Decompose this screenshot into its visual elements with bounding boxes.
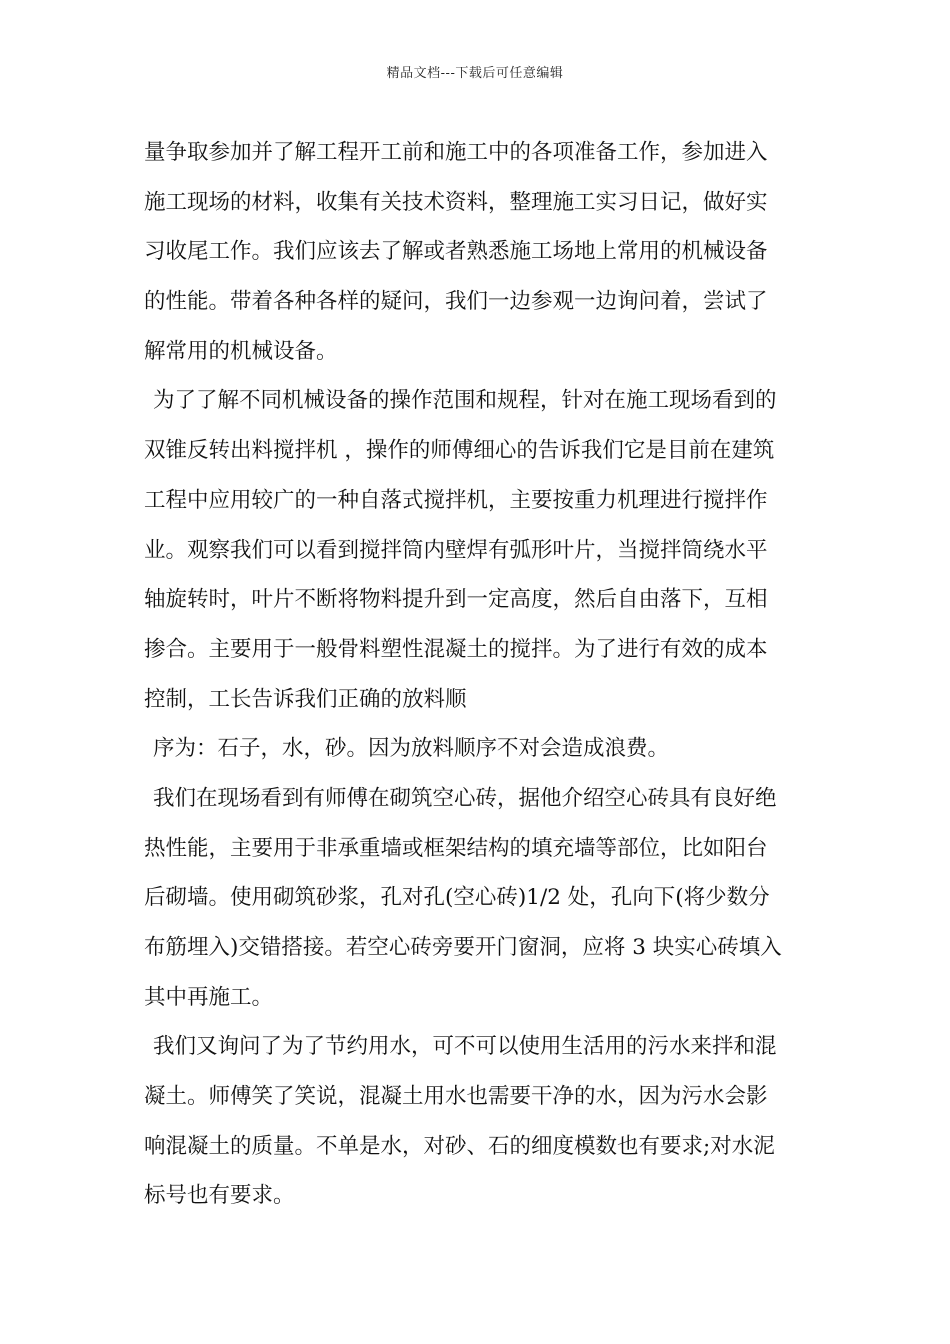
text-line: 我们在现场看到有师傅在砌筑空心砖，据他介绍空心砖具有良好绝 <box>153 785 777 811</box>
text-line: 业。观察我们可以看到搅拌筒内壁焊有弧形叶片，当搅拌筒绕水平 <box>144 537 768 563</box>
text-line: 掺合。主要用于一般骨料塑性混凝土的搅拌。为了进行有效的成本 <box>144 636 768 662</box>
text-line: 布筋埋入)交错搭接。若空心砖旁要开门窗洞，应将 3 块实心砖填入 <box>144 935 782 960</box>
text-line: 的性能。带着各种各样的疑问，我们一边参观一边询问着，尝试了 <box>144 289 768 315</box>
text-line: 凝土。师傅笑了笑说，混凝土用水也需要干净的水，因为污水会影 <box>144 1084 768 1110</box>
text-line: 轴旋转时，叶片不断将物料提升到一定高度，然后自由落下，互相 <box>144 587 768 613</box>
text-line: 其中再施工。 <box>144 984 274 1010</box>
text-line: 后砌墙。使用砌筑砂浆，孔对孔(空心砖)1/2 处，孔向下(将少数分 <box>144 885 770 911</box>
text-line: 序为：石子，水，砂。因为放料顺序不对会造成浪费。 <box>153 736 670 762</box>
text-line: 双锥反转出料搅拌机 ，操作的师傅细心的告诉我们它是目前在建筑 <box>144 438 775 464</box>
text-line: 量争取参加并了解工程开工前和施工中的各项准备工作，参加进入 <box>144 140 768 165</box>
text-line: 标号也有要求。 <box>144 1183 295 1209</box>
text-line: 控制，工长告诉我们正确的放料顺 <box>144 686 467 712</box>
text-line: 习收尾工作。我们应该去了解或者熟悉施工场地上常用的机械设备 <box>144 239 768 265</box>
text-line: 解常用的机械设备。 <box>144 338 338 364</box>
document-body <box>144 128 810 1221</box>
text-line: 我们又询问了为了节约用水，可不可以使用生活用的污水来拌和混 <box>153 1034 777 1060</box>
text-line: 热性能，主要用于非承重墙或框架结构的填充墙等部位，比如阳台 <box>144 835 768 861</box>
page-header: 精品文档---下载后可任意编辑 <box>386 66 564 81</box>
text-line: 施工现场的材料，收集有关技术资料，整理施工实习日记，做好实 <box>144 189 768 215</box>
text-line: 为了了解不同机械设备的操作范围和规程，针对在施工现场看到的 <box>153 388 777 414</box>
text-line: 工程中应用较广的一种自落式搅拌机，主要按重力机理进行搅拌作 <box>144 487 768 513</box>
text-line: 响混凝土的质量。不单是水，对砂、石的细度模数也有要求;对水泥 <box>144 1133 775 1159</box>
